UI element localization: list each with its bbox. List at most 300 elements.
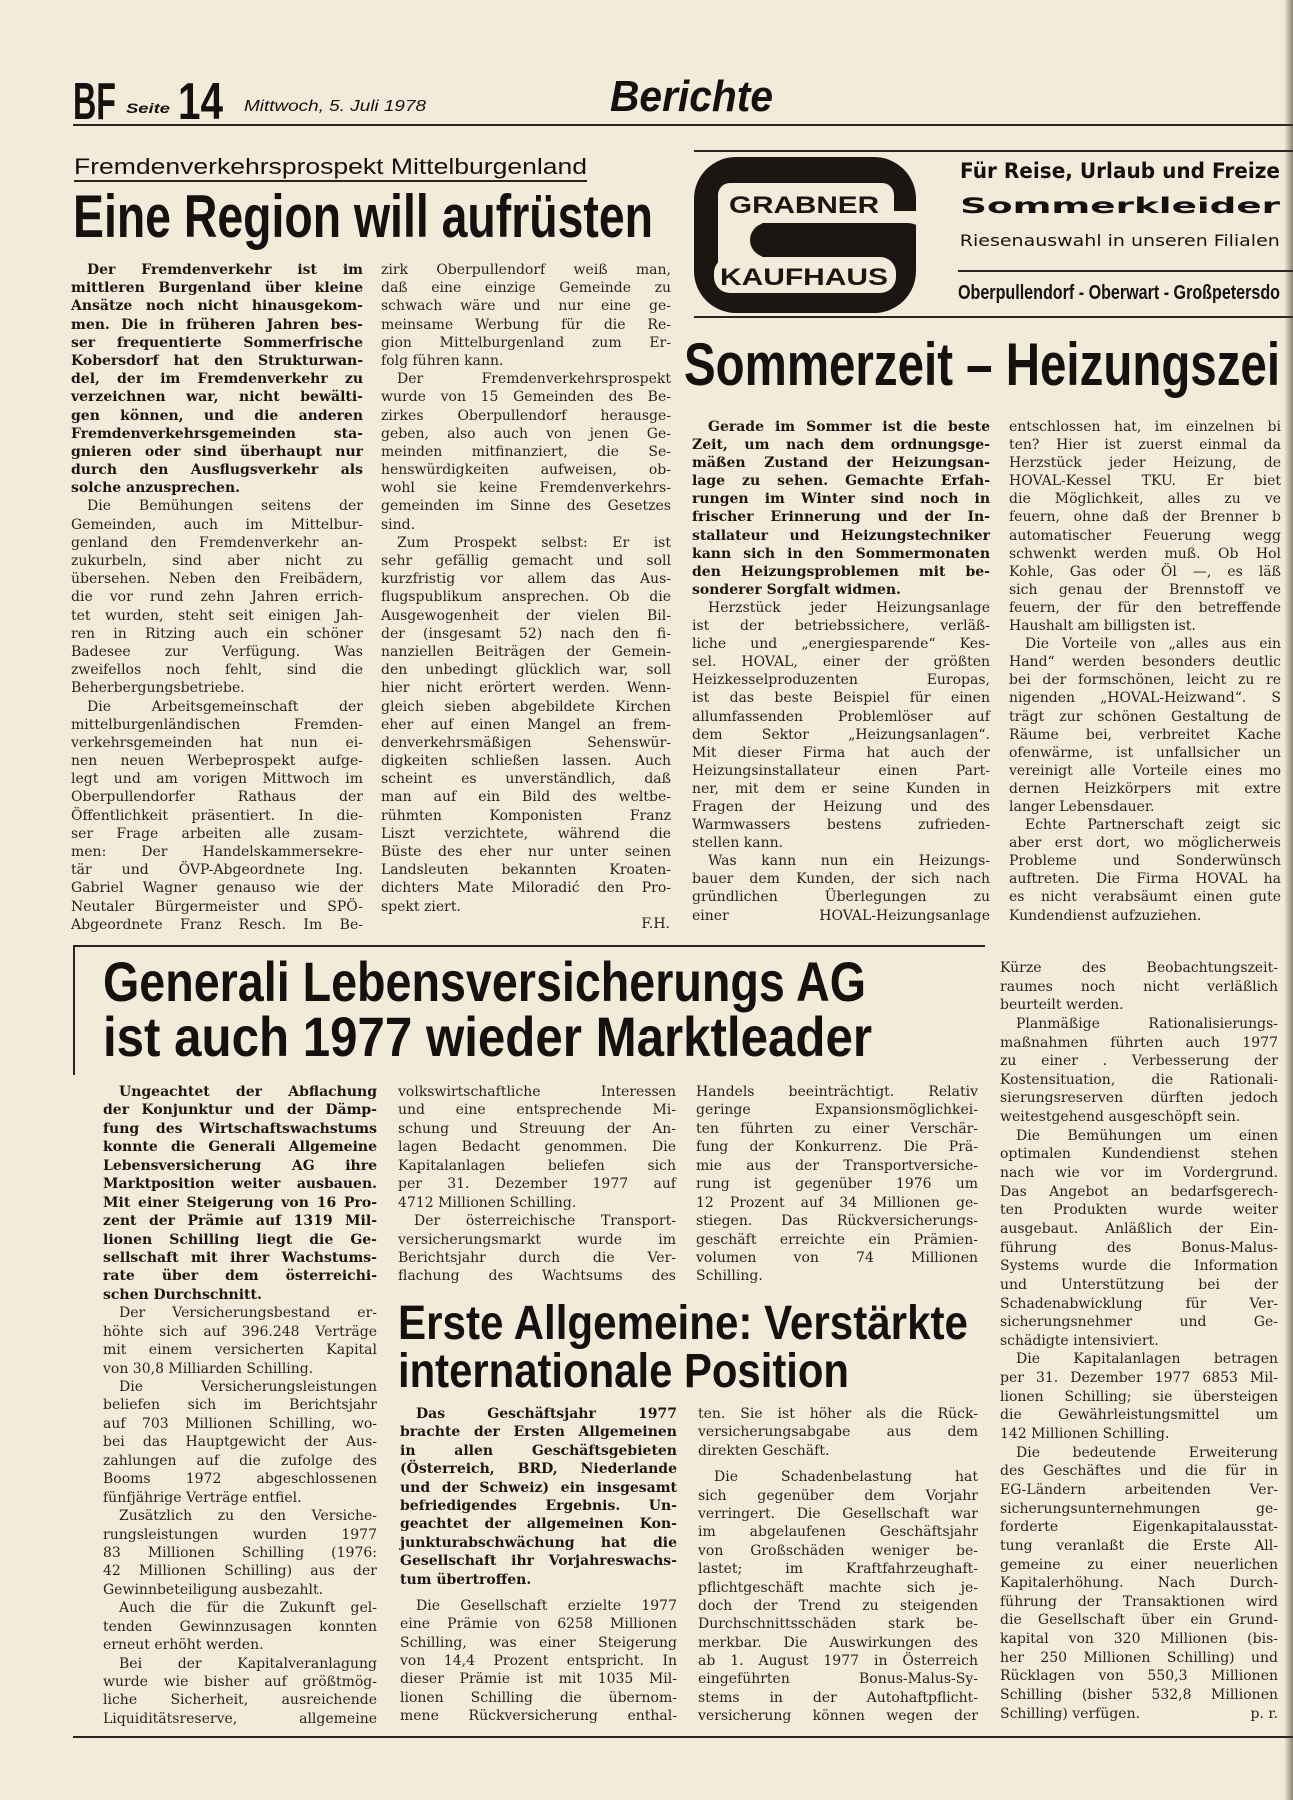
text-line xyxy=(103,1138,377,1156)
text-line-content: ist der betriebssichere, verläß- xyxy=(692,618,990,635)
article-kicker: Fremdenverkehrsprospekt Mittelburgenland xyxy=(74,154,587,179)
text-line-content: Landsleuten bekannten Kroaten- xyxy=(381,862,671,879)
text-line-content: Fragen der Heizung und des xyxy=(692,798,990,815)
text-line xyxy=(103,1507,377,1525)
text-line-content: die Gewährleistungsmittel um xyxy=(1000,1407,1278,1424)
text-line xyxy=(692,708,990,726)
text-line xyxy=(400,1597,677,1615)
text-line xyxy=(71,407,363,425)
text-line-content: men: Der Handelskammersekre- xyxy=(71,844,363,860)
text-line-content: dernen Heizkörpers mit extre xyxy=(1009,780,1281,797)
text-line-content: nach wie vor im Vordergrund. xyxy=(1000,1165,1278,1182)
text-line xyxy=(692,888,990,906)
text-line-content: 12 Prozent auf 34 Millionen ge- xyxy=(696,1194,978,1211)
text-line-content: Kohle, Gas oder Öl —, es läß xyxy=(1009,563,1281,580)
text-line-content: sellschaft mit ihrer Wachstums- xyxy=(103,1249,377,1266)
text-line-content: Schilling. xyxy=(696,1268,763,1285)
text-line xyxy=(103,1673,377,1691)
text-line xyxy=(381,297,671,315)
text-line xyxy=(400,1571,677,1589)
text-line xyxy=(381,716,671,734)
text-line-content: Das Angebot an bedarfsgerech- xyxy=(1000,1183,1278,1200)
text-line-content: per 31. Dezember 1977 6853 Mil- xyxy=(1000,1370,1278,1387)
text-line xyxy=(71,388,363,406)
text-line xyxy=(698,1542,978,1560)
text-line xyxy=(1009,418,1281,436)
text-line xyxy=(1000,1500,1278,1519)
text-line-content: Kapitalanlagen beliefen sich xyxy=(398,1157,676,1174)
text-line-content: stallateur und Heizungstechniker xyxy=(692,527,990,544)
article-headline: internationale Position xyxy=(398,1345,849,1398)
text-line-content: eingeführten Bonus-Malus-Sy- xyxy=(698,1671,978,1688)
paragraph xyxy=(1000,1444,1278,1724)
text-line-content: von 14,4 Prozent entspricht. In xyxy=(400,1653,677,1670)
text-line-content: einer HOVAL-Heizungsanlage xyxy=(692,907,990,924)
text-line-content: per 31. Dezember 1977 auf xyxy=(398,1176,676,1193)
text-line-content: Gerade im Sommer ist die beste xyxy=(708,419,990,435)
text-line-content: und Unterstützung bei der xyxy=(1000,1276,1278,1293)
text-line xyxy=(400,1670,677,1688)
text-line xyxy=(696,1175,978,1193)
text-line-content: mittleren Burgenland über kleine xyxy=(71,280,363,297)
text-line xyxy=(1000,1052,1278,1071)
text-line xyxy=(1000,1462,1278,1481)
text-line xyxy=(381,570,671,588)
text-line xyxy=(400,1423,677,1441)
text-line xyxy=(400,1497,677,1515)
text-line-content: 83 Millionen Schilling (1976: xyxy=(103,1544,377,1561)
text-line-content: wohl sie keine Fremdenverkehrs- xyxy=(381,480,671,497)
ad-inner-rule xyxy=(958,270,1293,272)
article-column xyxy=(692,418,990,925)
text-line xyxy=(696,1249,978,1267)
text-line xyxy=(692,472,990,490)
ad-locations: Oberpullendorf - Oberwart - Großpetersdo xyxy=(958,282,1280,304)
text-line-content: forderte Eigenkapitalausstat- xyxy=(1000,1519,1278,1536)
text-line-content: sich genau der Brennstoff ve xyxy=(1009,581,1281,598)
paper-logo: BF xyxy=(73,73,116,131)
article-headline: Generali Lebensversicherungs AG xyxy=(103,950,866,1013)
text-line xyxy=(103,1212,377,1230)
text-line xyxy=(398,1157,676,1175)
text-line xyxy=(103,1120,377,1138)
text-line-content: kann sich in den Sommermonaten xyxy=(692,545,990,562)
text-line xyxy=(1000,1089,1278,1108)
ad-tagline: Riesenauswahl in unseren Filialen xyxy=(959,231,1280,250)
text-line-content: lastet; im Kraftfahrzeughaft- xyxy=(698,1561,978,1578)
text-line-content: zukurbeln, sind aber nicht zu xyxy=(71,553,363,569)
text-line xyxy=(1009,527,1281,545)
text-line-content: tär und ÖVP-Abgeordnete Ing. xyxy=(71,862,363,879)
text-line xyxy=(1009,852,1281,870)
text-line xyxy=(698,1423,978,1441)
text-line xyxy=(692,834,990,852)
text-line xyxy=(400,1689,677,1707)
text-line xyxy=(71,916,363,934)
text-line-content: rungen im Winter sind noch in xyxy=(692,491,990,508)
text-line xyxy=(692,671,990,689)
text-line xyxy=(692,599,990,617)
text-line-content: henswürdigkeiten aufweisen, ob- xyxy=(381,462,671,479)
text-line-content: schwenkt werden muß. Ob Hol xyxy=(1009,545,1281,562)
text-line xyxy=(692,870,990,888)
text-line-content: daß eine einzige Gemeinde zu xyxy=(381,280,671,297)
text-line xyxy=(381,316,671,334)
text-line-content: bei das Hauptgewicht der Aus- xyxy=(103,1434,377,1451)
text-line xyxy=(71,552,363,570)
text-line xyxy=(1009,816,1281,834)
text-line xyxy=(103,1526,377,1544)
text-line xyxy=(1000,1667,1278,1686)
text-line-content: Auch die für die Zukunft gel- xyxy=(119,1600,377,1617)
text-line xyxy=(400,1652,677,1670)
text-line-content: Warmwassers bestens zufrieden- xyxy=(692,817,990,834)
text-line xyxy=(698,1615,978,1633)
text-line-content: Öffentlichkeit präsentiert. In die- xyxy=(71,807,363,824)
text-line xyxy=(692,689,990,707)
text-line-content: volkswirtschaftliche Interessen xyxy=(398,1084,676,1100)
text-line xyxy=(398,1138,676,1156)
text-line xyxy=(381,552,671,570)
text-line-content: doch der Trend zu steigenden xyxy=(698,1597,978,1614)
text-line-content: Durchschnittsschäden stark be- xyxy=(698,1616,978,1633)
text-line-content: meinsame Werbung für die Re- xyxy=(381,316,671,333)
text-line-content: sehr gefällig gemacht und soll xyxy=(381,553,671,569)
text-line xyxy=(1000,1145,1278,1164)
text-line-content: maßnahmen führten auch 1977 xyxy=(1000,1034,1278,1051)
ad-slogan: Für Reise, Urlaub und Freize xyxy=(960,159,1280,183)
text-line-content: Echte Partnerschaft zeigt sic xyxy=(1025,817,1281,834)
text-line-content: mittelburgenländischen Fremden- xyxy=(71,716,363,733)
text-line xyxy=(381,843,671,861)
paragraph xyxy=(698,1405,978,1460)
text-line xyxy=(692,762,990,780)
text-line xyxy=(1009,617,1281,635)
text-line-content: schen Durchschnitt. xyxy=(103,1286,262,1303)
text-line xyxy=(1000,1239,1278,1258)
text-line-content: der (insgesamt 52) nach den fi- xyxy=(381,625,671,642)
text-line-content: Beherbergungsbetriebe. xyxy=(71,680,245,697)
text-line xyxy=(698,1442,978,1460)
text-line-content: mie aus der Transportversiche- xyxy=(696,1157,978,1174)
text-line xyxy=(698,1468,978,1486)
author-signature: F.H. xyxy=(641,916,670,932)
text-line-content: sicherungsunternehmungen ge- xyxy=(1000,1500,1278,1517)
paragraph xyxy=(692,599,990,852)
text-line-content: lionen Schilling liegt die Ge- xyxy=(103,1231,377,1248)
text-line-content: Die Schadenbelastung hat xyxy=(714,1469,978,1486)
text-line-content: junkturabschwächung hat die xyxy=(400,1534,677,1551)
text-line xyxy=(1009,708,1281,726)
text-line xyxy=(696,1194,978,1212)
text-line-content: man auf ein Bild des weltbe- xyxy=(381,789,671,806)
text-line-content: Büste des eher nur unter seinen xyxy=(381,844,671,860)
text-line xyxy=(1000,1015,1278,1034)
text-line xyxy=(71,425,363,443)
paragraph xyxy=(71,698,363,934)
text-line xyxy=(698,1579,978,1597)
text-line-content: beurteilt werden. xyxy=(1000,997,1124,1014)
text-line-content: beliefen sich im Berichtsjahr xyxy=(103,1397,377,1414)
text-line-content: Der österreichische Transport- xyxy=(414,1213,676,1230)
text-line xyxy=(398,1101,676,1119)
text-line xyxy=(103,1304,377,1322)
text-line xyxy=(692,816,990,834)
text-line xyxy=(103,1618,377,1636)
text-line-content: gleich sieben abgebildete Kirchen xyxy=(381,698,671,715)
text-line-content: tet wurden, steht seit einigen Jah- xyxy=(71,607,363,624)
text-line-content: legt und am vorigen Mittwoch im xyxy=(71,771,363,788)
article-headline: Sommerzeit – Heizungszei xyxy=(684,331,1280,398)
text-line xyxy=(1009,635,1281,653)
text-line-content: Rücklagen von 550,3 Millionen xyxy=(1000,1668,1278,1685)
text-line-content: ten? Hier ist zuerst einmal da xyxy=(1009,437,1281,454)
text-line-content: ser frequentierte Sommerfrische xyxy=(71,334,363,351)
text-line xyxy=(1000,1350,1278,1369)
text-line xyxy=(1000,1611,1278,1630)
text-line-content: del, der im Fremdenverkehr zu xyxy=(71,371,363,388)
text-line-content: fung der Konkurrenz. Die Prä- xyxy=(696,1139,978,1156)
text-line-content: Hand“ werden besonders deutlic xyxy=(1009,654,1281,671)
text-line xyxy=(1009,726,1281,744)
text-line-content: übersehen. Neben den Freibädern, xyxy=(71,571,363,588)
text-line xyxy=(400,1615,677,1633)
text-line-content: den Heizungsproblemen mit be- xyxy=(692,563,990,580)
text-line-content: verzeichnen war, nicht bewälti- xyxy=(71,389,363,406)
text-line-content: ren in Ritzing auch ein schöner xyxy=(71,625,363,642)
text-line xyxy=(71,297,363,315)
text-line xyxy=(381,861,671,879)
text-line-content: ab 1. August 1977 in Österreich xyxy=(698,1653,978,1670)
paragraph xyxy=(692,852,990,924)
text-line-content: Die Bemühungen um einen xyxy=(1016,1127,1278,1144)
text-line-content: führung der Transaktionen wird xyxy=(1000,1593,1278,1610)
text-line-content: mit einem versicherten Kapital xyxy=(103,1342,377,1359)
text-line-content: und eine entsprechende Mi- xyxy=(398,1102,676,1119)
text-line xyxy=(400,1534,677,1552)
text-line xyxy=(692,852,990,870)
text-line xyxy=(400,1405,677,1423)
text-line xyxy=(696,1138,978,1156)
ad-product: Sommerkleider xyxy=(960,194,1280,218)
paragraph xyxy=(103,1304,377,1378)
text-line xyxy=(71,534,363,552)
svg-text:GRABNER: GRABNER xyxy=(729,192,879,219)
text-line xyxy=(103,1157,377,1175)
text-line-content: ofenwärme, ist unfallsicher un xyxy=(1009,744,1281,761)
text-line xyxy=(1000,978,1278,997)
text-line-content: weitestgehend ausgeschöpft sein. xyxy=(1000,1109,1241,1126)
text-line-content: Das Geschäftsjahr 1977 xyxy=(416,1406,677,1422)
text-line-content: in allen Geschäftsgebieten xyxy=(400,1442,677,1459)
paragraph xyxy=(398,1212,676,1286)
text-line xyxy=(1000,1388,1278,1407)
article-column xyxy=(696,1083,978,1286)
text-line xyxy=(692,545,990,563)
section-rule xyxy=(73,945,985,947)
text-line xyxy=(381,516,671,534)
text-line xyxy=(103,1636,377,1654)
text-line-content: des Geschäftes und die für in xyxy=(1000,1463,1278,1480)
paragraph xyxy=(381,261,671,370)
text-line xyxy=(692,653,990,671)
text-line xyxy=(381,698,671,716)
text-line xyxy=(692,508,990,526)
text-line-content: Kapitalerhöhung. Nach Durch- xyxy=(1000,1575,1278,1592)
text-line-content: Heizungsinstallateur einen Part- xyxy=(692,762,990,779)
text-line xyxy=(71,752,363,770)
text-line-content: wurde wie bisher auf größtmög- xyxy=(103,1674,377,1690)
text-line xyxy=(1009,599,1281,617)
text-line xyxy=(71,570,363,588)
text-line xyxy=(696,1231,978,1249)
text-line-content: optimalen Kundendienst stehen xyxy=(1000,1146,1278,1163)
text-line-content: eine Prämie von 6258 Millionen xyxy=(400,1616,677,1633)
paragraph xyxy=(1000,959,1278,1015)
text-line-content: schwach wäre und nur eine ge- xyxy=(381,298,671,315)
text-line-content: spekt ziert. xyxy=(381,898,461,915)
text-line-content: raumes noch nicht verläßlich xyxy=(1000,978,1278,995)
text-line xyxy=(103,1267,377,1285)
text-line xyxy=(381,807,671,825)
text-line-content: hier nicht erörtert werden. Wenn- xyxy=(381,680,671,697)
text-line-content: gen können, und die anderen xyxy=(71,407,363,424)
text-line xyxy=(381,425,671,443)
text-line-content: Schilling (bisher 532,8 Millionen xyxy=(1000,1686,1278,1703)
text-line-content: Die Gesellschaft erzielte 1977 xyxy=(416,1597,677,1614)
text-line xyxy=(103,1433,377,1451)
text-line-content: sel. HOVAL, einer der größten xyxy=(692,654,990,671)
text-line xyxy=(698,1597,978,1615)
paragraph xyxy=(698,1468,978,1725)
text-line-content: Ansätze noch nicht hinausgekom- xyxy=(71,298,363,315)
text-line-content: Heizkesselproduzenten Europas, xyxy=(692,672,990,689)
text-line xyxy=(103,1194,377,1212)
text-line xyxy=(698,1634,978,1652)
text-line xyxy=(71,898,363,916)
text-line xyxy=(103,1323,377,1341)
text-line-content: schädigte intensiviert. xyxy=(1000,1332,1159,1349)
text-line xyxy=(400,1634,677,1652)
text-line-content: Gemeinden, auch im Mittelbur- xyxy=(71,516,363,533)
text-line xyxy=(692,436,990,454)
paragraph xyxy=(103,1655,377,1729)
text-line-content: Mit dieser Firma hat auch der xyxy=(692,744,990,761)
text-line-content: Probleme und Sonderwünsch xyxy=(1009,853,1281,870)
text-line xyxy=(1000,1183,1278,1202)
text-line xyxy=(1009,653,1281,671)
text-line xyxy=(1000,1276,1278,1295)
text-line-content: frischer Erinnerung und der In- xyxy=(692,509,990,526)
paragraph xyxy=(400,1597,677,1726)
text-line xyxy=(692,527,990,545)
page-number: 14 xyxy=(178,73,223,131)
text-line xyxy=(1000,1574,1278,1593)
bottom-rule xyxy=(73,1736,1293,1738)
text-line xyxy=(103,1231,377,1249)
text-line-content: den unbedingt glücklich war, soll xyxy=(381,662,671,679)
text-line xyxy=(381,534,671,552)
text-line xyxy=(103,1710,377,1728)
text-line-content: Booms 1972 abgeschlossenen xyxy=(103,1471,377,1488)
paragraph xyxy=(400,1405,677,1589)
text-line xyxy=(398,1212,676,1230)
text-line xyxy=(698,1487,978,1505)
ad-bottom-rule xyxy=(694,316,1293,318)
text-line xyxy=(381,407,671,425)
text-line xyxy=(692,617,990,635)
text-line xyxy=(1009,798,1281,816)
text-line xyxy=(381,352,671,370)
text-line xyxy=(698,1670,978,1688)
text-line-content: Berichtsjahr durch die Ver- xyxy=(398,1249,676,1266)
text-line-content: Neutaler Bürgermeister und SPÖ- xyxy=(71,898,363,915)
text-line xyxy=(692,490,990,508)
text-line xyxy=(103,1452,377,1470)
text-line-content: fung des Wirtschaftswachstums xyxy=(103,1120,377,1137)
text-line-content: versicherungsabgabe aus dem xyxy=(698,1424,978,1441)
paragraph xyxy=(71,261,363,497)
text-line-content: tenden Gewinnzusagen konnten xyxy=(103,1618,377,1635)
paragraph xyxy=(696,1083,978,1286)
text-line xyxy=(692,454,990,472)
text-line-content: Kürze des Beobachtungszeit- xyxy=(1000,960,1278,976)
text-line-content: scheint es unverständlich, daß xyxy=(381,771,671,788)
text-line-content: vereinigt alle Vorteile eines mo xyxy=(1009,762,1281,779)
text-line xyxy=(103,1691,377,1709)
text-line-content: digkeiten schließen lassen. Auch xyxy=(381,753,671,770)
text-line xyxy=(1009,744,1281,762)
text-line-content: sind. xyxy=(381,516,416,533)
text-line-content: flugspublikum ansprechen. Ob die xyxy=(381,589,671,606)
text-line-content: und der Schweiz) ein insgesamt xyxy=(400,1479,677,1496)
paragraph xyxy=(103,1378,377,1507)
text-line xyxy=(71,261,363,279)
text-line xyxy=(71,497,363,515)
text-line-content: Was kann nun ein Heizungs- xyxy=(708,853,990,870)
text-line-content: auftreten. Die Firma HOVAL ha xyxy=(1009,871,1281,888)
paragraph xyxy=(1009,816,1281,925)
text-line-content: Schilling) verfügen. xyxy=(1000,1705,1141,1722)
text-line xyxy=(698,1560,978,1578)
article-column xyxy=(400,1405,677,1726)
text-line xyxy=(1000,1220,1278,1239)
text-line xyxy=(103,1360,377,1378)
paragraph xyxy=(1009,418,1281,635)
text-line xyxy=(1000,1164,1278,1183)
text-line-content: eher auf einen Mangel an frem- xyxy=(381,716,671,733)
text-line xyxy=(1009,436,1281,454)
text-line xyxy=(1000,1201,1278,1220)
text-line-content: folg führen kann. xyxy=(381,352,504,369)
text-line xyxy=(71,625,363,643)
text-line xyxy=(1000,1108,1278,1127)
text-line-content: Der Fremdenverkehrsprospekt xyxy=(397,371,671,388)
text-line xyxy=(71,661,363,679)
text-line-content: rung ist gegenüber 1976 um xyxy=(696,1176,978,1193)
text-line xyxy=(71,334,363,352)
text-line xyxy=(103,1415,377,1433)
text-line-content: dem Sektor „Heizungsanlagen“. xyxy=(692,726,990,743)
text-line xyxy=(71,788,363,806)
text-line-content: ser Frage arbeiten alle zusam- xyxy=(71,825,363,842)
text-line xyxy=(71,825,363,843)
text-line-content: Mit einer Steigerung von 16 Pro- xyxy=(103,1194,377,1211)
text-line xyxy=(1009,834,1281,852)
text-line xyxy=(696,1101,978,1119)
text-line-content: gemeinden im Sinne des Gesetzes xyxy=(381,498,671,515)
text-line xyxy=(381,588,671,606)
